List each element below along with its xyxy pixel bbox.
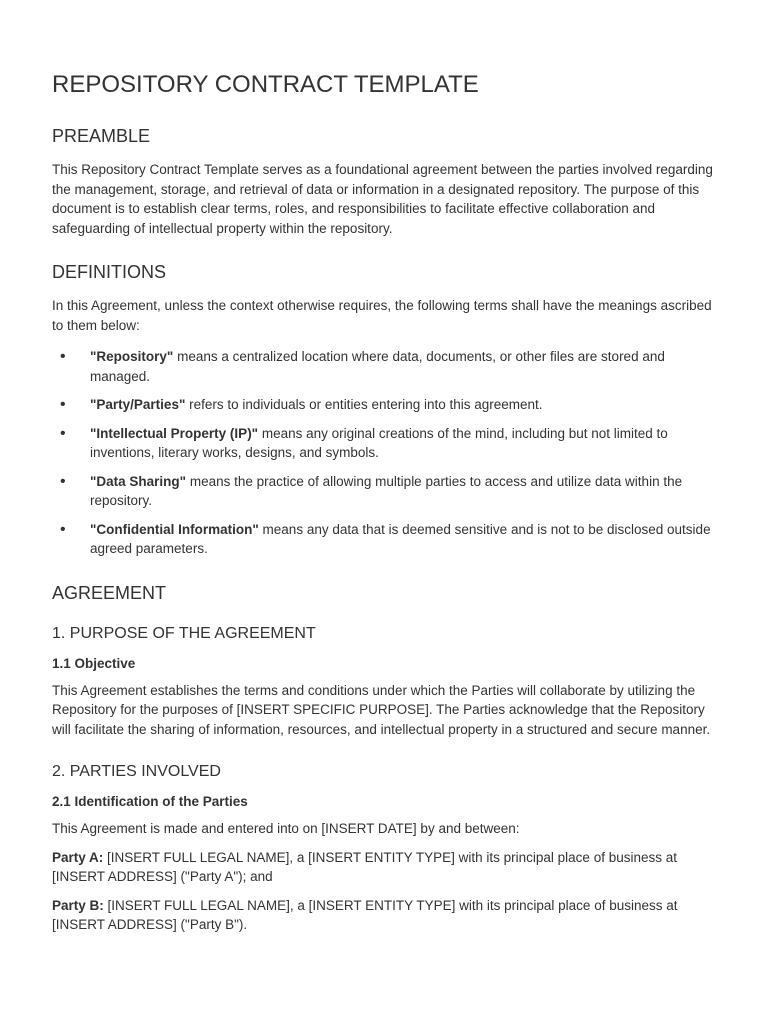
definitions-list [52, 347, 718, 559]
bullet-icon: • [60, 520, 66, 538]
bullet-icon: • [60, 424, 66, 442]
party-a-paragraph [52, 848, 718, 887]
party-a-label: Party A: [52, 849, 104, 865]
definition-text: means any original creations of the mind, including but not limited to inventions, literary works, designs, and symbols. [90, 425, 668, 460]
agreement-heading: AGREEMENT [52, 582, 167, 603]
party-b-label: Party B: [52, 897, 104, 913]
section-2-1-heading: 2.1 Identification of the Parties [52, 794, 248, 809]
section-1-heading: 1. PURPOSE OF THE AGREEMENT [52, 624, 316, 642]
definition-term: "Confidential Information" [90, 521, 259, 537]
party-a-text: [INSERT FULL LEGAL NAME], a [INSERT ENTITY TYPE] with its principal place of business at [INSERT ADDRESS] ("Party A"); and [52, 849, 677, 884]
definition-text: means a centralized location where data, documents, or other files are stored and managed. [90, 349, 665, 384]
bullet-icon: • [60, 396, 66, 413]
definition-term: "Intellectual Property (IP)" [90, 425, 259, 441]
definition-term: "Party/Parties" [90, 397, 186, 412]
definition-term: "Data Sharing" [90, 473, 187, 489]
definitions-intro: In this Agreement, unless the context otherwise requires, the following terms shall have the meanings ascribed to them below: [52, 298, 712, 333]
definition-item [60, 395, 718, 415]
preamble-text: This Repository Contract Template serves as a foundational agreement between the parties involved regarding the management, storage, and retrieval of data or information in a designated repository. The purpose of this document is to establish clear terms, roles, and responsibilities to facilitate effective collaboration and safeguarding of intellectual property within the repository. [52, 162, 713, 236]
bullet-icon: • [60, 348, 66, 365]
definition-term: "Repository" [90, 349, 174, 364]
section-1-1-text: This Agreement establishes the terms and conditions under which the Parties will collaborate by utilizing the Repository for the purposes of [INSERT SPECIFIC PURPOSE]. The Parties acknowledge that the Repository will facilitate the sharing of information, resources, and intellectual property in a structured and secure manner. [52, 682, 711, 737]
definition-item [60, 520, 718, 559]
document-title: REPOSITORY CONTRACT TEMPLATE [52, 71, 479, 98]
section-2-heading: 2. PARTIES INVOLVED [52, 763, 221, 780]
definition-text: refers to individuals or entities entering into this agreement. [185, 397, 543, 412]
party-b-text: [INSERT FULL LEGAL NAME], a [INSERT ENTITY TYPE] with its principal place of business at [INSERT ADDRESS] ("Party B"). [52, 897, 678, 932]
preamble-heading: PREAMBLE [52, 126, 151, 146]
section-2-1-intro: This Agreement is made and entered into on [INSERT DATE] by and between: [52, 821, 520, 836]
definition-item [60, 424, 718, 463]
definitions-heading: DEFINITIONS [52, 262, 167, 282]
definition-item [60, 347, 718, 386]
definition-text: means the practice of allowing multiple parties to access and utilize data within the repository. [90, 473, 683, 508]
party-b-paragraph [52, 896, 718, 935]
definition-text: means any data that is deemed sensitive and is not to be disclosed outside agreed parameters. [90, 521, 711, 556]
section-1-1-heading: 1.1 Objective [52, 655, 136, 671]
bullet-icon: • [60, 472, 66, 490]
definition-item [60, 472, 718, 511]
